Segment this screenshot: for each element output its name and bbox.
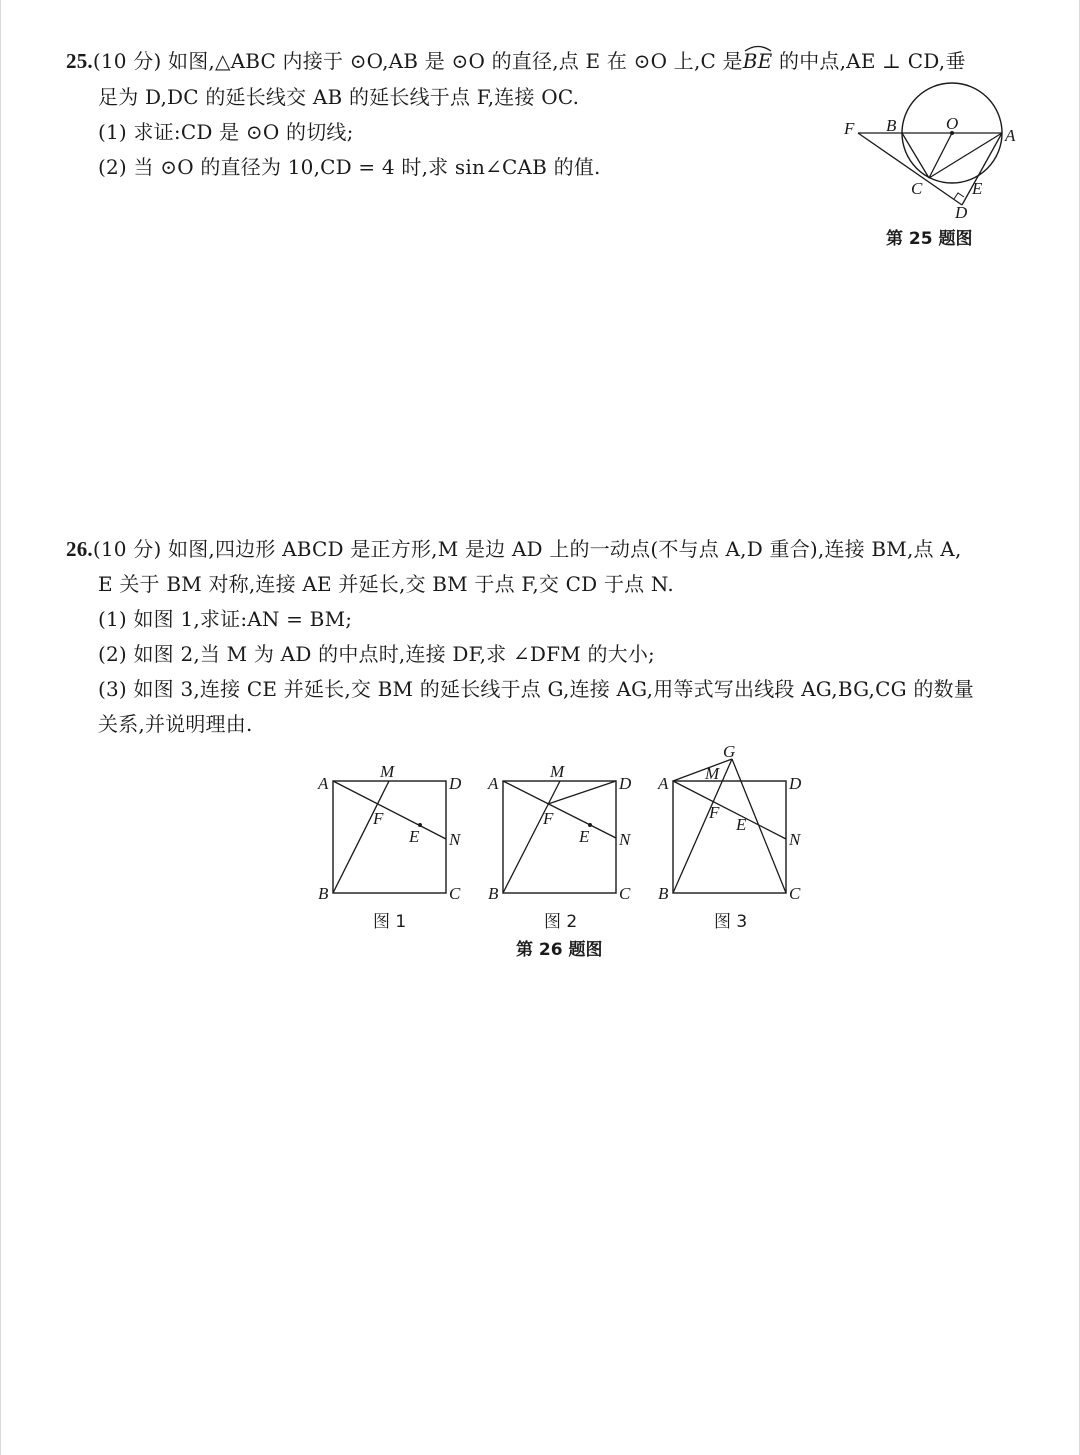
q26-part1: (1) 如图 1,求证:AN = BM; [98,607,353,631]
q25-part1: (1) 求证:CD 是 ⊙O 的切线; [98,120,354,144]
line-bg-3 [673,759,732,893]
fig3-label-m: M [705,764,720,783]
arc-mark-icon [743,42,773,52]
fig1-label-b: B [318,884,329,903]
q26-part3-line1: (3) 如图 3,连接 CE 并延长,交 BM 的延长线于点 G,连接 AG,用等式写出线段 AG,BG,CG 的数量 [98,677,974,701]
q26-line1 [66,534,962,564]
q26-line2: E 关于 BM 对称,连接 AE 并延长,交 BM 于点 F,交 CD 于点 N. [98,572,674,596]
fig3-label-g: G [723,742,736,761]
square-abcd-2 [503,781,616,893]
q26-number: 26. [66,537,93,561]
fig2-label-f: F [543,809,554,828]
q25-arc-label: BE [742,49,773,73]
q26-figure-1 [317,762,462,903]
q25-arc-be [743,46,773,76]
fig2-label-a: A [488,774,499,793]
fig2-label-n: N [619,830,631,849]
fig25-label-a: A [1005,126,1016,145]
fig2-label-m: M [550,762,565,781]
q26-figure-2 [487,762,632,903]
fig1-label-d: D [449,774,462,793]
line-bm-1 [333,781,389,893]
q25-line1-text-b: 的中点,AE ⊥ CD,垂 [772,49,966,73]
fig2-label-d: D [619,774,632,793]
line-bm-2 [503,781,560,893]
fig1-label-n: N [449,830,461,849]
q26-part2: (2) 如图 2,当 M 为 AD 的中点时,连接 DF,求 ∠DFM 的大小; [98,642,655,666]
line-an-1 [333,781,446,839]
fig1-label-c: C [449,884,461,903]
q25-number: 25. [66,49,93,73]
fig25-label-o: O [946,114,959,133]
fig3-caption: 图 3 [714,912,748,932]
q25-caption: 第 25 题图 [886,229,973,249]
fig2-label-e: E [579,827,590,846]
line-an-3 [673,781,786,839]
q26-line1-text: (10 分) 如图,四边形 ABCD 是正方形,M 是边 AD 上的一动点(不与点 A,D 重合),连接 BM,点 A, [92,537,962,561]
fig25-label-e: E [972,179,983,198]
fig1-caption: 图 1 [373,912,407,932]
fig3-label-b: B [658,884,669,903]
fig2-caption: 图 2 [544,912,578,932]
q25-figure [836,78,1026,228]
fig25-label-c: C [911,179,923,198]
fig25-label-f: F [844,119,855,138]
fig3-label-d: D [789,774,802,793]
fig1-label-m: M [380,762,395,781]
fig1-label-f: F [373,809,384,828]
fig1-label-e: E [409,827,420,846]
fig1-label-a: A [318,774,329,793]
q26-figures [300,740,820,910]
fig3-label-f: F [709,803,720,822]
line-an-2 [503,781,616,838]
fig2-label-c: C [619,884,631,903]
q26-caption: 第 26 题图 [516,940,603,960]
right-angle-mark [954,193,964,199]
q25-line1 [66,46,966,76]
line-bc [902,133,929,178]
fig25-label-d: D [955,203,968,222]
q25-line2: 足为 D,DC 的延长线交 AB 的延长线于点 F,连接 OC. [98,85,580,109]
q26-part3-line2: 关系,并说明理由. [98,712,253,736]
q26-figure-3 [657,742,802,903]
q25-line1-text-a: (10 分) 如图,△ABC 内接于 ⊙O,AB 是 ⊙O 的直径,点 E 在 ⊙O 上,C 是 [92,49,743,73]
fig2-label-b: B [488,884,499,903]
fig3-label-n: N [789,830,801,849]
square-abcd-1 [333,781,446,893]
fig3-label-c: C [789,884,801,903]
fig3-label-a: A [658,774,669,793]
fig25-label-b: B [886,116,897,135]
fig3-label-e: E [736,815,747,834]
page-left-edge [0,0,1,1455]
square-abcd-3 [673,781,786,893]
q25-part2: (2) 当 ⊙O 的直径为 10,CD = 4 时,求 sin∠CAB 的值. [98,155,601,179]
